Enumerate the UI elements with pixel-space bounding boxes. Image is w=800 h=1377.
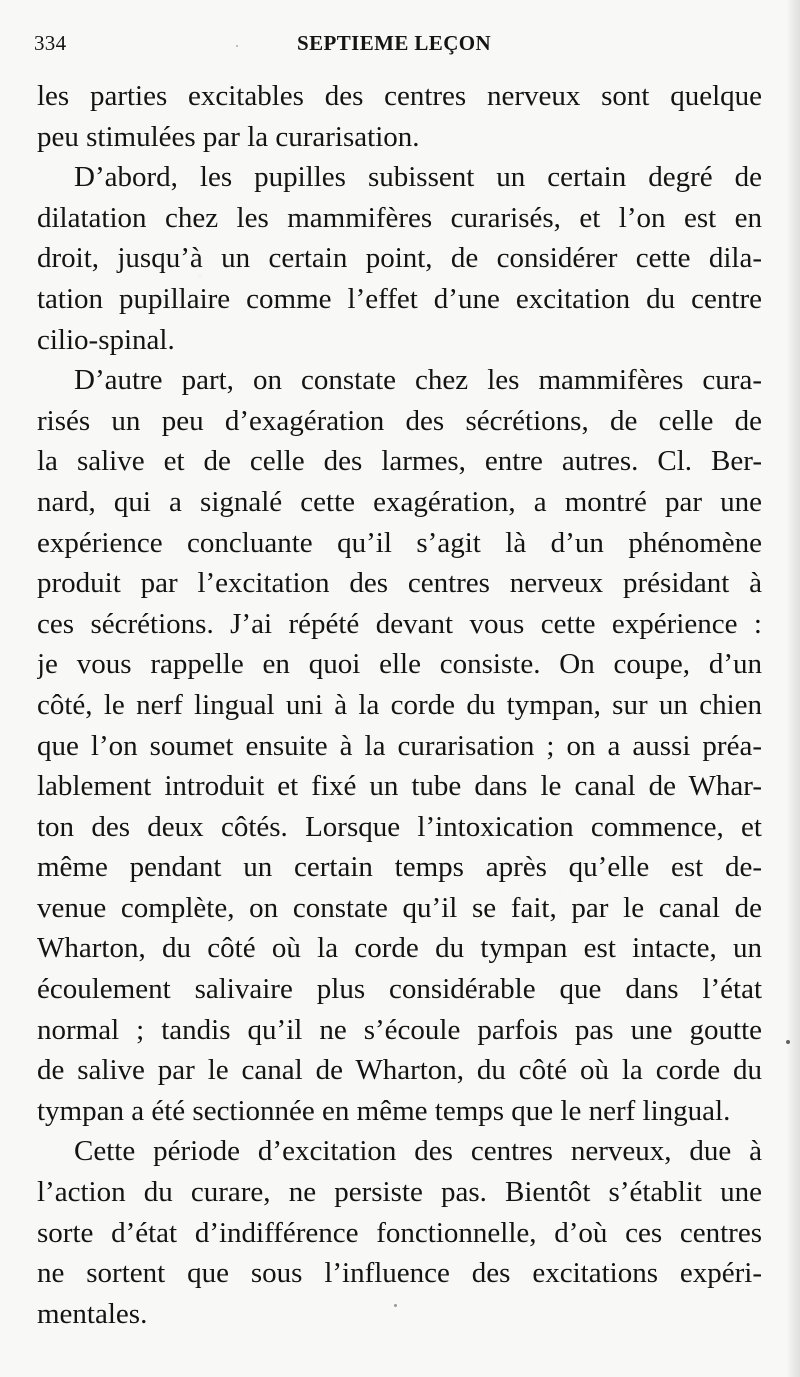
ink-speck bbox=[394, 1304, 397, 1307]
ink-speck bbox=[236, 45, 238, 47]
text-line-1: les parties excitables des centres nerveux sont quelque bbox=[37, 80, 762, 112]
text-line-14: ces sécrétions. J’ai répété devant vous cette expérience : bbox=[37, 607, 762, 640]
text-line-11: nard, qui a signalé cette exagération, a montré par une bbox=[37, 485, 762, 518]
running-title: SEPTIEME LEÇON bbox=[297, 31, 492, 55]
text-line-23: écoulement salivaire plus considérable que dans l’état bbox=[37, 973, 762, 1006]
text-line-22: Wharton, du côté où la corde du tympan est intacte, un bbox=[37, 932, 762, 965]
text-line-3: D’abord, les pupilles subissent un certain degré de bbox=[74, 161, 762, 194]
text-line-24: normal ; tandis qu’il ne s’écoule parfois pas une goutte bbox=[37, 1013, 762, 1046]
text-line-2: peu stimulées par la curarisation. bbox=[37, 120, 420, 153]
text-line-5: droit, jusqu’à un certain point, de considérer cette dila- bbox=[37, 242, 762, 275]
text-line-8: D’autre part, on constate chez les mammifères cura- bbox=[74, 364, 762, 397]
ink-speck bbox=[786, 1040, 790, 1044]
text-line-27: Cette période d’excitation des centres nerveux, due à bbox=[74, 1135, 762, 1168]
text-line-20: même pendant un certain temps après qu’elle est de- bbox=[37, 851, 762, 884]
text-line-15: je vous rappelle en quoi elle consiste. On coupe, d’un bbox=[37, 648, 762, 681]
page-header bbox=[34, 31, 759, 65]
text-line-31: mentales. bbox=[37, 1297, 148, 1330]
text-line-18: lablement introduit et fixé un tube dans le canal de Whar- bbox=[37, 770, 762, 803]
text-line-4: dilatation chez les mammifères curarisés, et l’on est en bbox=[37, 201, 762, 234]
text-line-12: expérience concluante qu’il s’agit là d’un phénomène bbox=[37, 526, 762, 559]
text-line-7: cilio-spinal. bbox=[37, 323, 175, 356]
text-line-30: ne sortent que sous l’influence des excitations expéri- bbox=[37, 1257, 762, 1290]
text-line-29: sorte d’état d’indifférence fonctionnelle, d’où ces centres bbox=[37, 1216, 762, 1249]
text-line-16: côté, le nerf lingual uni à la corde du tympan, sur un chien bbox=[37, 688, 762, 721]
text-line-6: tation pupillaire comme l’effet d’une excitation du centre bbox=[37, 282, 762, 315]
text-line-10: la salive et de celle des larmes, entre autres. Cl. Ber- bbox=[37, 445, 762, 478]
text-line-28: l’action du curare, ne persiste pas. Bientôt s’établit une bbox=[37, 1176, 762, 1209]
text-line-21: venue complète, on constate qu’il se fait, par le canal de bbox=[37, 891, 762, 924]
page-number: 334 bbox=[34, 31, 67, 55]
page-edge-shadow bbox=[786, 0, 800, 1377]
text-line-17: que l’on soumet ensuite à la curarisation ; on a aussi préa- bbox=[37, 729, 762, 762]
text-line-19: ton des deux côtés. Lorsque l’intoxication commence, et bbox=[37, 810, 762, 843]
text-line-25: de salive par le canal de Wharton, du côté où la corde du bbox=[37, 1054, 762, 1087]
body-text bbox=[37, 76, 762, 1334]
text-line-9: risés un peu d’exagération des sécrétions, de celle de bbox=[37, 404, 762, 437]
text-line-26: tympan a été sectionnée en même temps que le nerf lingual. bbox=[37, 1094, 731, 1127]
text-line-13: produit par l’excitation des centres nerveux présidant à bbox=[37, 567, 762, 600]
